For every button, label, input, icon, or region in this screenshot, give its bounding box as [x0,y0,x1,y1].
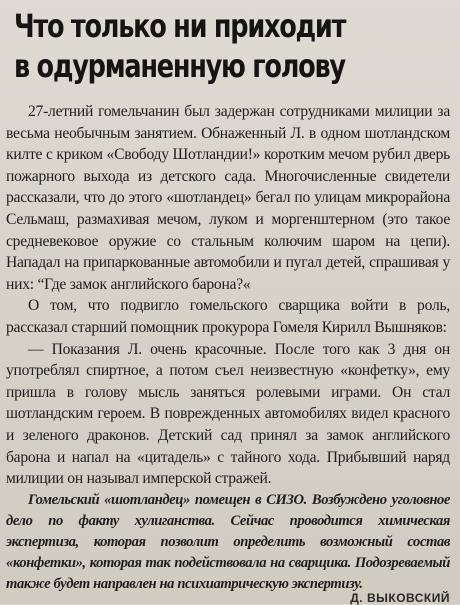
headline [14,6,366,86]
paragraph-quote: — Показания Л. очень красочные. После того как 3 дня он употреблял спиртное, а потом съел неизвестную «конфетку», ему пришла в голову мысль заняться ролевыми играми. Он стал шотландским героем. В поврежденных автомобилях видел красного и зеленого драконов. Детский сад принял за замок английского барона и напал на «цитадель» с тайного хода. Прибывший наряд милиции он называл имперской стражей. [6,340,450,488]
author-signature: Д. ВЫКОВСКИЙ [350,591,450,605]
paragraph-prosecutor-intro: О том, что подвигло гомельского сварщика войти в роль, рассказал старший помощник прокурора Гомеля Кирилл Вышняков: [6,297,450,336]
paragraph-outcome: Гомельский «шотландец» помещен в СИЗО. Возбуждено уголовное дело по факту хулиганства. Сейчас проводится химическая экспертиза, которая позволит определить возможный состав «конфетки», которая так подействовала на сварщика. Подозреваемый также будет направлен на психиатрическую экспертизу. [6,491,450,592]
headline-line-2: в одурманенную голову [14,47,345,85]
article-body [6,101,450,595]
headline-line-1: Что только ни приходит [14,7,346,45]
paragraph-incident: 27-летний гомельчанин был задержан сотрудниками милиции за весьма необычным занятием. Обнаженный Л. в одном шотландском килте с криком «Свободу Шотландии!» коротким мечом рубил дверь пожарного выхода из детского сада. Многочисленные свидетели рассказали, что до этого «шотландец» бегал по улицам микрорайона Сельмаш, размахивая мечом, луком и моргенштерном (это такое средневековое оружие со стальным колючим шаром на цепи). Нападал на припаркованные автомобили и пугал детей, спрашивая у них: “Где замок английского барона?« [6,103,450,293]
